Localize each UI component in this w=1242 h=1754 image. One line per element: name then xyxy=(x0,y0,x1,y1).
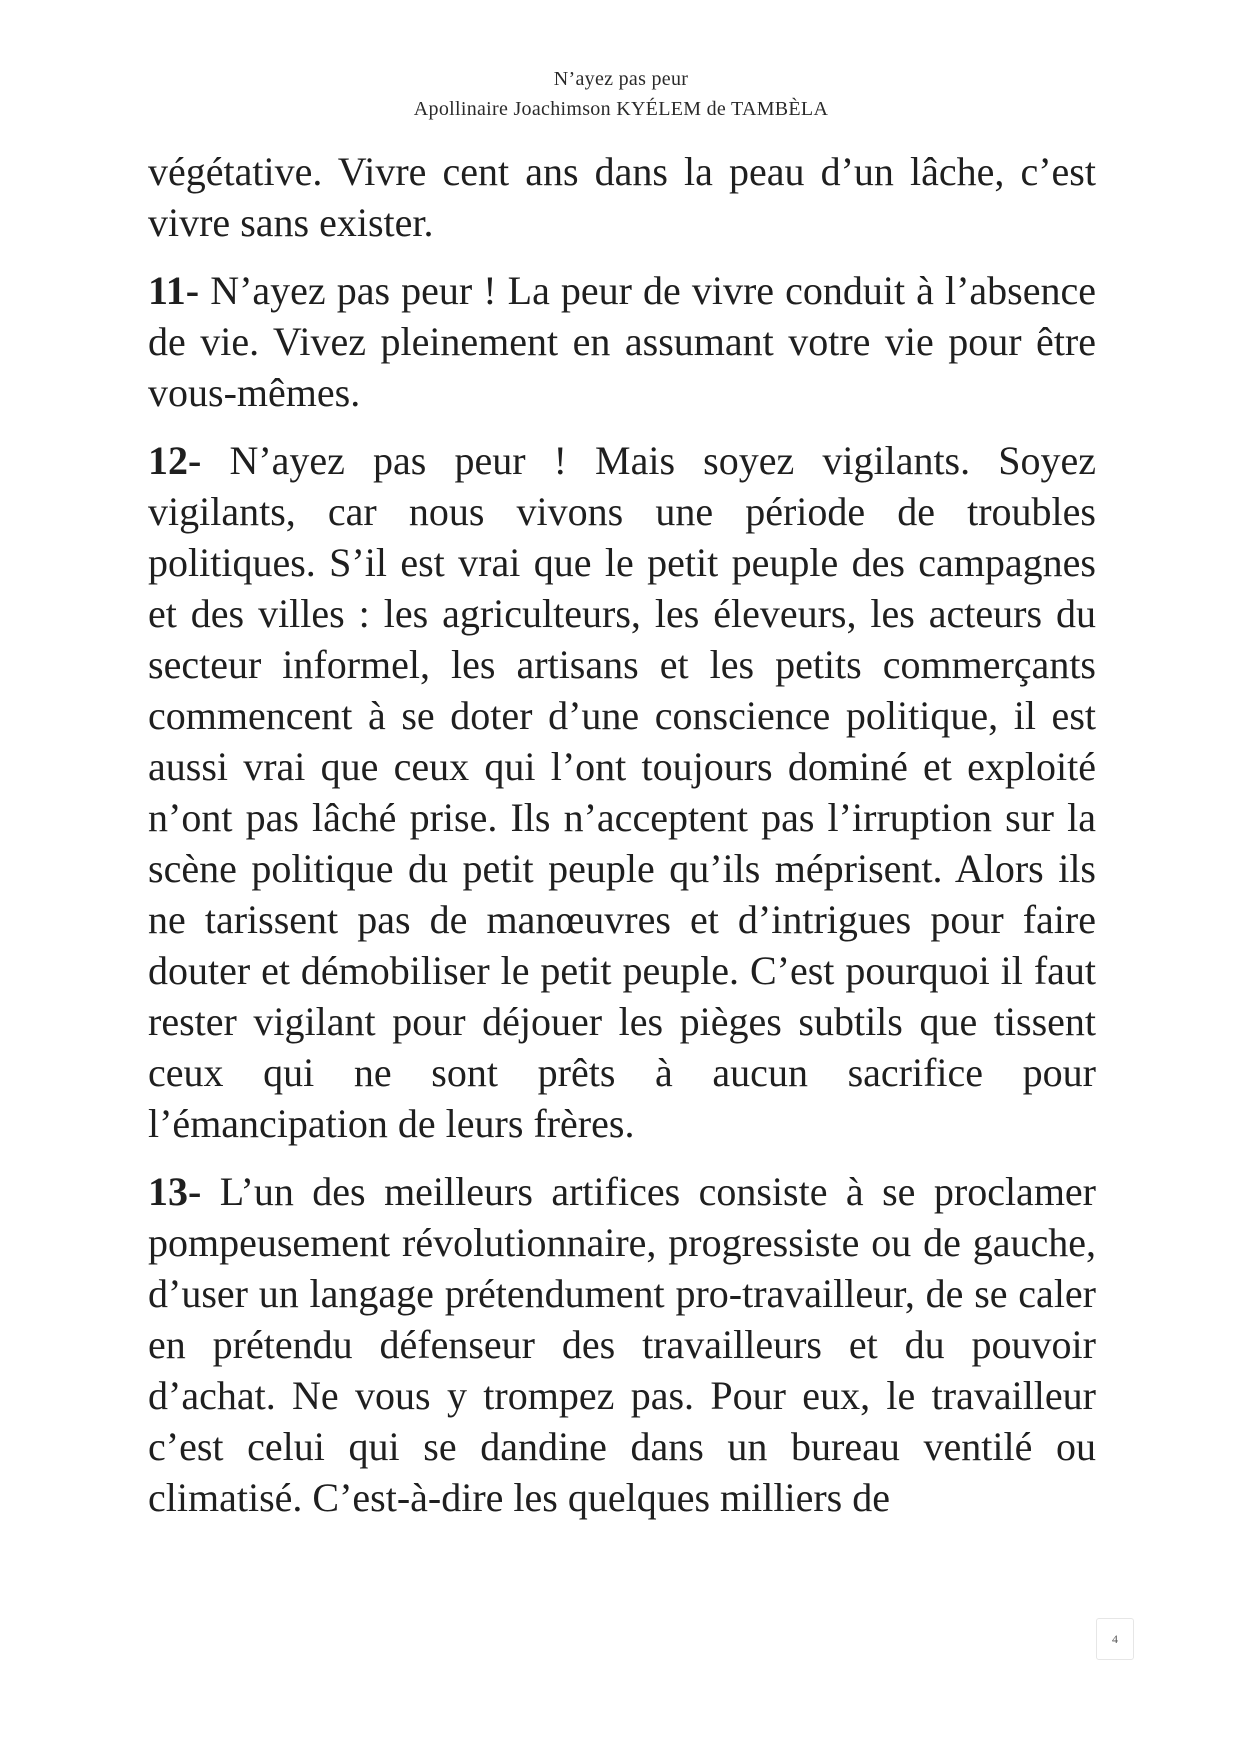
paragraph-11 xyxy=(148,265,1096,418)
paragraph-text: N’ayez pas peur ! La peur de vivre conduit à l’absence de vie. Vivez pleinement en assumant votre vie pour être vous-mêmes. xyxy=(148,268,1097,415)
paragraph-continued xyxy=(148,146,1096,248)
header-title: N’ayez pas peur xyxy=(553,68,689,90)
paragraph-number: 12- xyxy=(148,438,202,483)
paragraph-number: 11- xyxy=(148,268,200,313)
header-author: Apollinaire Joachimson KYÉLEM de TAMBÈLA xyxy=(413,98,829,120)
paragraph-12 xyxy=(148,435,1096,1149)
body-text xyxy=(148,146,1096,1540)
paragraph-13 xyxy=(148,1166,1096,1523)
paragraph-text: N’ayez pas peur ! Mais soyez vigilants. Soyez vigilants, car nous vivons une période de troubles politiques. S’il est vrai que le petit peuple des campagnes et des villes : les agriculteurs, les éleveurs, les acteurs du secteur informel, les artisans et les petits commerçants commencent à se doter d’une conscience politique, il est aussi vrai que ceux qui l’ont toujours dominé et exploité n’ont pas lâché prise. Ils n’acceptent pas l’irruption sur la scène politique du petit peuple qu’ils méprisent. Alors ils ne tarissent pas de manœuvres et d’intrigues pour faire douter et démobiliser le petit peuple. C’est pourquoi il faut rester vigilant pour déjouer les pièges subtils que tissent ceux qui ne sont prêts à aucun sacrifice pour l’émancipation de leurs frères. xyxy=(148,438,1096,1146)
page-number: 4 xyxy=(1096,1618,1134,1660)
paragraph-number: 13- xyxy=(148,1169,202,1214)
page-header xyxy=(0,64,1242,124)
paragraph-text: L’un des meilleurs artifices consiste à se proclamer pompeusement révolutionnaire, progressiste ou de gauche, d’user un langage prétendument pro-travailleur, de se caler en prétendu défenseur des travailleurs et du pouvoir d’achat. Ne vous y trompez pas. Pour eux, le travailleur c’est celui qui se dandine dans un bureau ventilé ou climatisé. C’est-à-dire les quelques milliers de xyxy=(148,1169,1096,1520)
paragraph-text: végétative. Vivre cent ans dans la peau d’un lâche, c’est vivre sans exister. xyxy=(148,149,1096,245)
